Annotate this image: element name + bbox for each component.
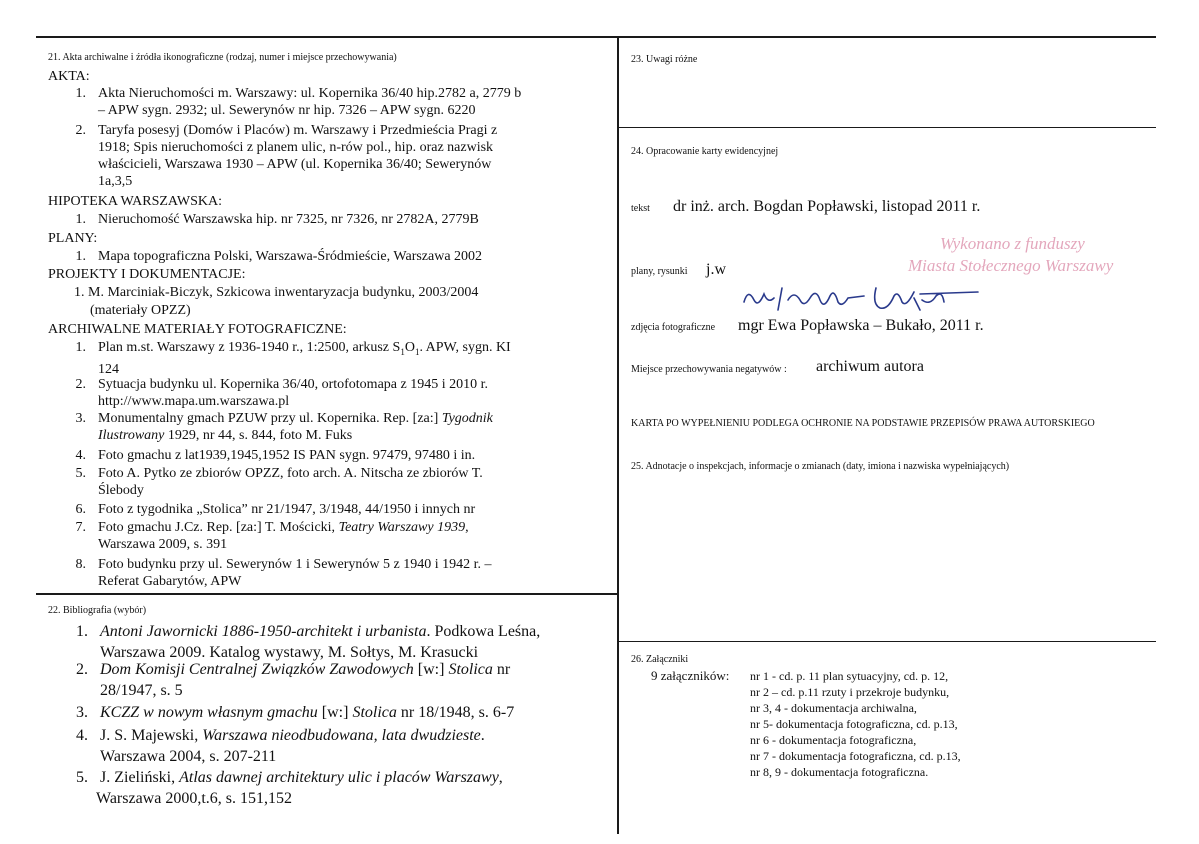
attachments-count: 9 załączników: [651, 668, 730, 683]
bibliography-item-1: 1. Antoni Jawornicki 1886-1950-architekt i urbanista. Podkowa Leśna, Warszawa 2009. Katalog wystawy, M. Sołtys, M. Krasucki [76, 623, 541, 661]
plany-rysunki-label: plany, rysunki [631, 266, 688, 277]
plany-rysunki-value: j.w [706, 261, 726, 278]
foto-label: ARCHIWALNE MATERIAŁY FOTOGRAFICZNE: [48, 322, 347, 337]
zdjecia-value: mgr Ewa Popławska – Bukało, 2011 r. [738, 317, 984, 334]
akta-label: AKTA: [48, 69, 90, 84]
signature [738, 280, 998, 320]
hipoteka-label: HIPOTEKA WARSZAWSKA: [48, 194, 223, 209]
section-21-header: 21. Akta archiwalne i źródła ikonograficzne (rodzaj, numer i miejsce przechowywania) [48, 52, 397, 63]
projekty-item-1: 1. M. Marciniak-Biczyk, Szkicowa inwentaryzacja budynku, 2003/2004 [74, 285, 479, 300]
section-26-header: 26. Załączniki [631, 654, 689, 665]
attachment-item: nr 7 - dokumentacja fotograficzna, cd. p.13, [750, 749, 961, 763]
tekst-value: dr inż. arch. Bogdan Popławski, listopad 2011 r. [673, 198, 981, 215]
divider-23-24 [618, 127, 1156, 128]
attachment-item: nr 8, 9 - dokumentacja fotograficzna. [750, 765, 929, 779]
negatywy-value: archiwum autora [816, 358, 924, 375]
projekty-item-1-cont: (materiały OPZZ) [90, 303, 191, 318]
foto-item-6: 6. Foto z tygodnika „Stolica” nr 21/1947, 3/1948, 44/1950 i innych nr [75, 502, 476, 517]
akta-item-1: 1. Akta Nieruchomości m. Warszawy: ul. Kopernika 36/40 hip.2782 a, 2779 b – APW sygn. 2932; ul. Sewerynów nr hip. 7326 – APW sygn. 6220 [75, 86, 522, 118]
zdjecia-label: zdjęcia fotograficzne [631, 322, 716, 333]
foto-item-5: 5. Foto A. Pytko ze zbiorów OPZZ, foto arch. A. Nitscha ze zbiorów T. Ślebody [75, 466, 483, 498]
attachment-item: nr 3, 4 - dokumentacja archiwalna, [750, 701, 917, 715]
divider-21-22 [36, 593, 618, 595]
section-22-header: 22. Bibliografia (wybór) [48, 605, 147, 616]
attachments-list [750, 668, 961, 780]
bibliography-item-3: 3. KCZZ w nowym własnym gmachu [w:] Stolica nr 18/1948, s. 6-7 [76, 704, 515, 721]
bibliography-item-5: 5. J. Zieliński, Atlas dawnej architektury ulic i placów Warszawy, Warszawa 2000,t.6, s. 151,152 [76, 769, 503, 807]
attachment-item: nr 5- dokumentacja fotograficzna, cd. p.13, [750, 717, 958, 731]
bibliography-item-2: 2. Dom Komisji Centralnej Związków Zawodowych [w:] Stolica nr 28/1947, s. 5 [76, 661, 511, 699]
foto-item-1: 1. Plan m.st. Warszawy z 1936-1940 r., 1:2500, arkusz $S_1O_1$. APW, sygn. KI 124 [75, 340, 511, 377]
divider-25-26 [618, 641, 1156, 642]
attachment-item: nr 1 - cd. p. 11 plan sytuacyjny, cd. p. 12, [750, 669, 949, 683]
top-border [36, 36, 1156, 38]
projekty-label: PROJEKTY I DOKUMENTACJE: [48, 267, 246, 282]
plany-label: PLANY: [48, 231, 98, 246]
funding-stamp-line-2: Miasta Stołecznego Warszawy [908, 256, 1114, 275]
negatywy-label: Miejsce przechowywania negatywów : [631, 364, 787, 375]
hipoteka-item-1: 1. Nieruchomość Warszawska hip. nr 7325, nr 7326, nr 2782A, 2779B [75, 212, 479, 227]
foto-item-8: 8. Foto budynku przy ul. Sewerynów 1 i Sewerynów 5 z 1940 i 1942 r. – Referat Gabarytów, APW [75, 557, 492, 589]
foto-item-4: 4. Foto gmachu z lat1939,1945,1952 IS PAN sygn. 97479, 97480 i in. [75, 448, 476, 463]
tekst-label: tekst [631, 203, 650, 214]
bibliography-item-4: 4. J. S. Majewski, Warszawa nieodbudowana, lata dwudzieste. Warszawa 2004, s. 207-211 [76, 727, 485, 765]
foto-item-3: 3. Monumentalny gmach PZUW przy ul. Kopernika. Rep. [za:] Tygodnik Ilustrowany 1929, nr 44, s. 844, foto M. Fuks [75, 411, 493, 443]
attachment-item: nr 2 – cd. p.11 rzuty i przekroje budynku, [750, 685, 950, 699]
section-24-header: 24. Opracowanie karty ewidencyjnej [631, 146, 779, 157]
akta-item-2: 2. Taryfa posesyj (Domów i Placów) m. Warszawy i Przedmieścia Pragi z 1918; Spis nieruchomości z planem ulic, n-rów pol., hip. oraz nazwisk właścicieli, Warszawa 1930 – APW (ul. Kopernika 36/40; Sewerynów 1a,3,5 [75, 123, 498, 189]
attachment-item: nr 6 - dokumentacja fotograficzna, [750, 733, 917, 747]
plany-item-1: 1. Mapa topograficzna Polski, Warszawa-Śródmieście, Warszawa 2002 [75, 249, 483, 264]
foto-item-7: 7. Foto gmachu J.Cz. Rep. [za:] T. Mościcki, Teatry Warszawy 1939, Warszawa 2009, s. 391 [75, 520, 469, 552]
column-divider [617, 36, 619, 834]
copyright-notice: KARTA PO WYPEŁNIENIU PODLEGA OCHRONIE NA PODSTAWIE PRZEPISÓW PRAWA AUTORSKIEGO [631, 418, 1095, 429]
section-23-header: 23. Uwagi różne [631, 54, 698, 65]
funding-stamp-line-1: Wykonano z funduszy [940, 234, 1085, 253]
foto-item-2: 2. Sytuacja budynku ul. Kopernika 36/40, ortofotomapa z 1945 i 2010 r. http://www.mapa.um.warszawa.pl [75, 377, 488, 409]
section-25-header: 25. Adnotacje o inspekcjach, informacje o zmianach (daty, imiona i nazwiska wypełniających) [631, 461, 1010, 472]
